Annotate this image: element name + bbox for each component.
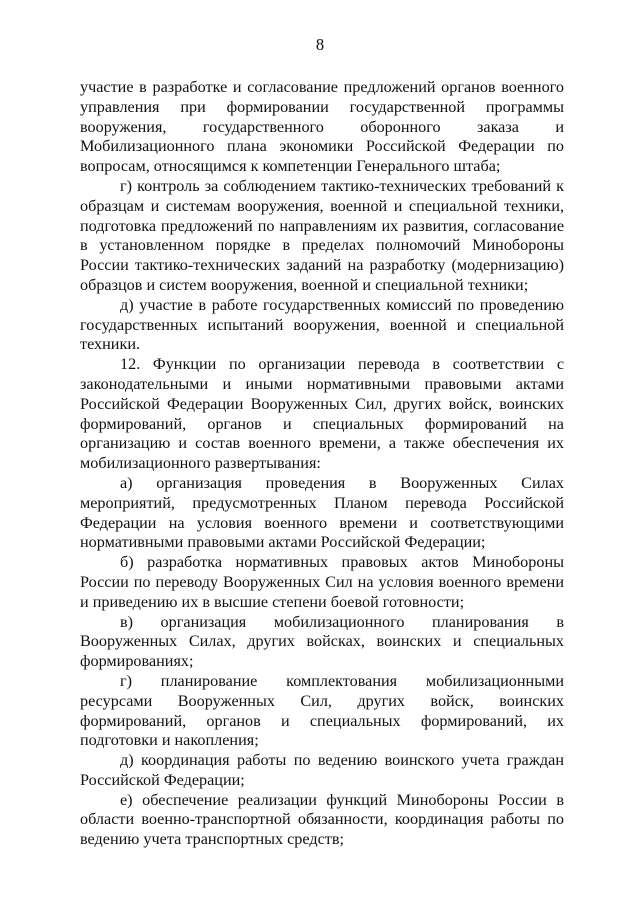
paragraph-item-g2: г) планирование комплектования мобилизационными ресурсами Вооруженных Сил, других войск, воинских формирований, органов и специальных формирований, их подготовки и накопления; xyxy=(80,671,564,750)
paragraph-continuation: участие в разработке и согласование предложений органов военного управления при формировании государственной программы вооружения, государственного оборонного заказа и Мобилизационного плана экономики Российской Федерации по вопросам, относящимся к компетенции Генерального штаба; xyxy=(80,78,564,176)
paragraph-item-a: а) организация проведения в Вооруженных Силах мероприятий, предусмотренных Планом перевода Российской Федерации на условия военного времени и соответствующими нормативными правовыми актами Российской Федерации; xyxy=(80,473,564,552)
paragraph-item-d2: д) координация работы по ведению воинского учета граждан Российской Федерации; xyxy=(80,751,564,789)
document-body xyxy=(80,78,564,850)
paragraph-item-e: е) обеспечение реализации функций Минобороны России в области военно-транспортной обязанности, координация работы по ведению учета транспортных средств; xyxy=(80,790,564,849)
paragraph-item-b: б) разработка нормативных правовых актов Минобороны России по переводу Вооруженных Сил на условия военного времени и приведению их в высшие степени боевой готовности; xyxy=(80,553,564,611)
page-number: 8 xyxy=(315,35,325,54)
paragraph-item-v: в) организация мобилизационного планирования в Вооруженных Силах, других войсках, воинских и специальных формированиях; xyxy=(80,612,564,671)
paragraph-section-12: 12. Функции по организации перевода в соответствии с законодательными и иными нормативными правовыми актами Российской Федерации Вооруженных Сил, других войск, воинских формирований, органов и специальных формирований на организацию и состав военного времени, а также обеспечения их мобилизационного развертывания: xyxy=(80,355,564,473)
paragraph-item-g: г) контроль за соблюдением тактико-технических требований к образцам и системам вооружения, военной и специальной техники, подготовка предложений по направлениям их развития, согласование в установленном порядке в пределах полномочий Минобороны России тактико-технических заданий на разработку (модернизацию) образцов и систем вооружения, военной и специальной техники; xyxy=(80,176,564,294)
paragraph-item-d: д) участие в работе государственных комиссий по проведению государственных испытаний вооружения, военной и специальной техники. xyxy=(80,295,564,354)
